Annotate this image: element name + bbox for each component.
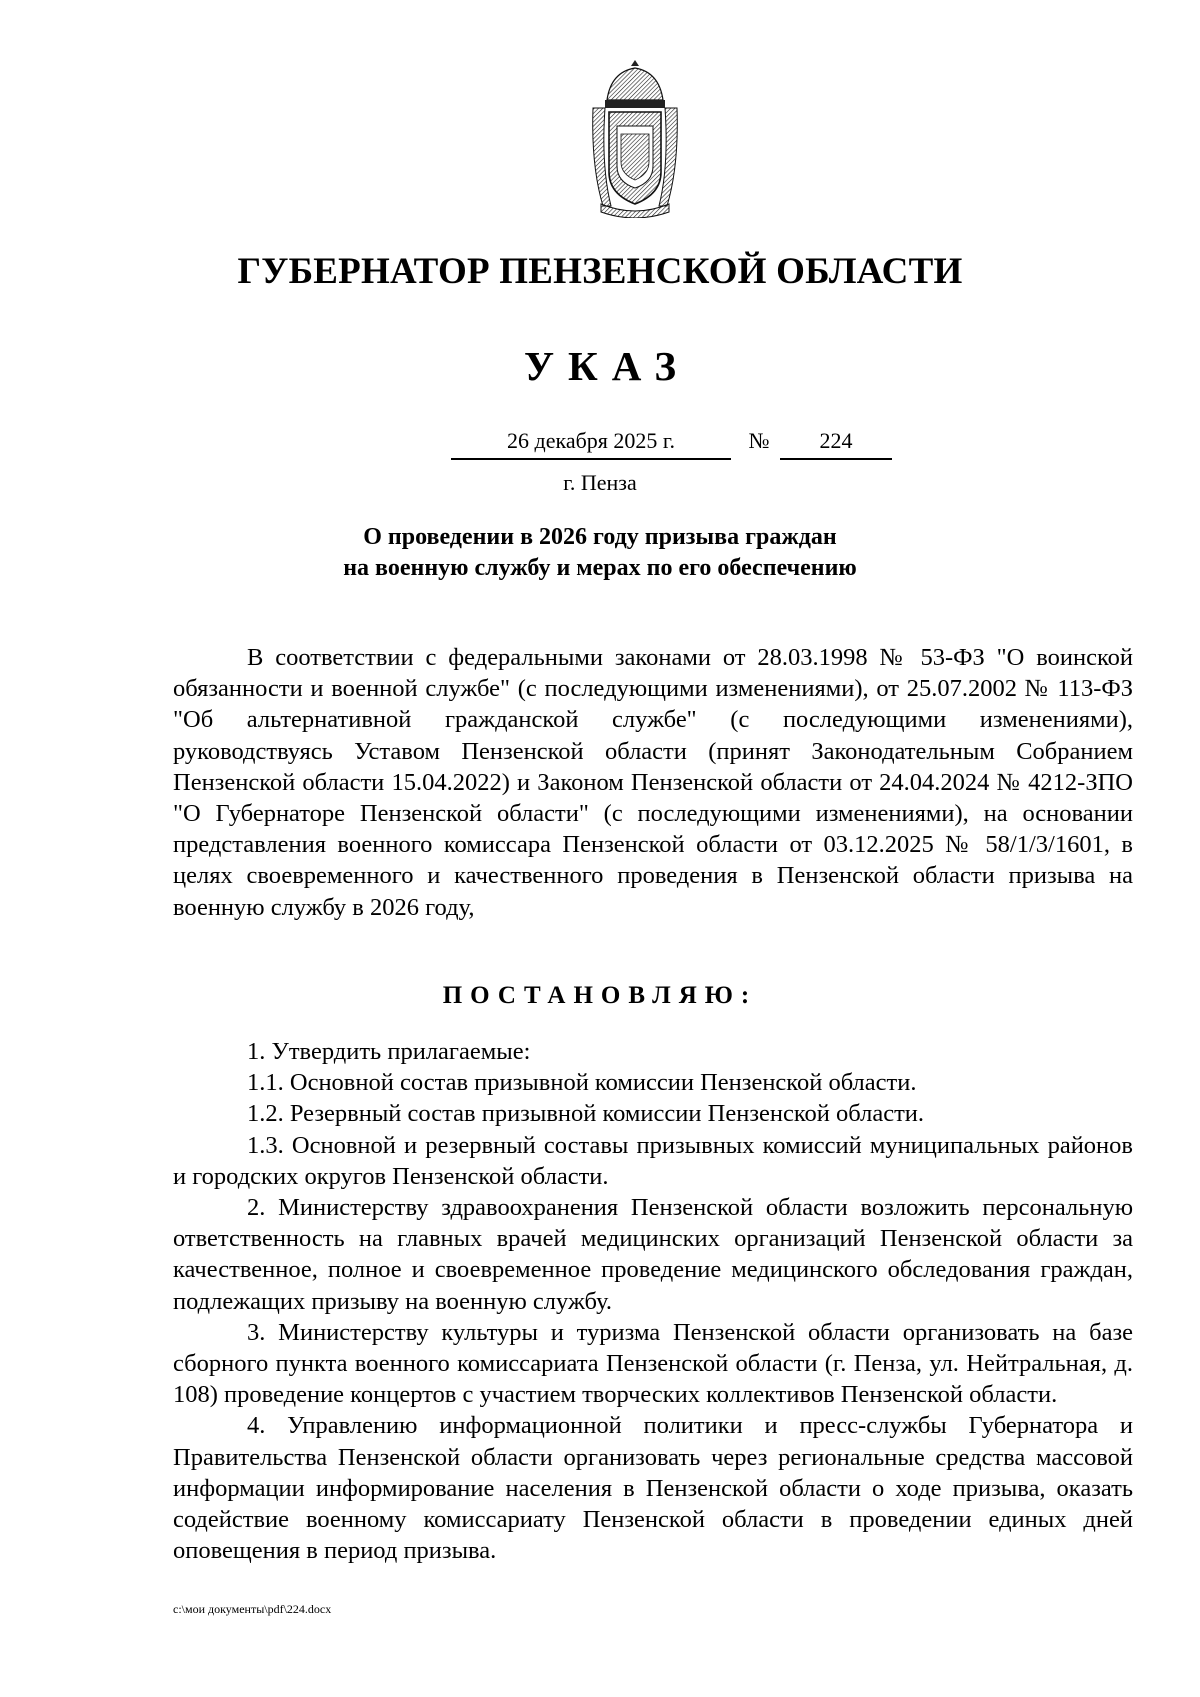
list-item: 1.1. Основной состав призывной комиссии Пензенской области. xyxy=(247,1069,917,1097)
document-number: 224 xyxy=(780,428,892,460)
list-item: 2. Министерству здравоохранения Пензенской области возложить персональную ответственность на главных врачей медицинских организаций Пензенской области за качественное, полное и своевременное проведение медицинского обследования граждан, подлежащих призыву на военную службу. xyxy=(173,1194,1133,1315)
decree-items xyxy=(173,1036,1133,1566)
issuing-authority: ГУБЕРНАТОР ПЕНЗЕНСКОЙ ОБЛАСТИ xyxy=(237,251,963,292)
document-city: г. Пенза xyxy=(563,470,637,495)
decree-heading: ПОСТАНОВЛЯЮ: xyxy=(442,982,758,1009)
coat-of-arms-icon xyxy=(591,56,679,218)
number-sign: № xyxy=(748,428,770,453)
file-path-footer: c:\мои документы\pdf\224.docx xyxy=(173,1602,332,1616)
list-item: 1.3. Основной и резервный составы призывных комиссий муниципальных районов и городских округов Пензенской области. xyxy=(173,1131,1133,1190)
document-title xyxy=(0,522,1200,584)
title-line-1: О проведении в 2026 году призыва граждан xyxy=(363,524,837,550)
preamble-paragraph: В соответствии с федеральными законами от 28.03.1998 № 53-ФЗ "О воинской обязанности и военной службе" (с последующими изменениями), от 25.07.2002 № 113-ФЗ "Об альтернативной гражданской службе" (с последующими изменениями), руководствуясь Уставом Пензенской области (принят Законодательным Собранием Пензенской области 15.04.2022) и Законом Пензенской области от 24.04.2024 № 4212-ЗПО "О Губернаторе Пензенской области" (с последующими изменениями), на основании представления военного комиссара Пензенской области от 03.12.2025 № 58/1/3/1601, в целях своевременного и качественного проведения в Пензенской области призыва на военную службу в 2026 году, xyxy=(173,644,1133,921)
list-item: 4. Управлению информационной политики и пресс-службы Губернатора и Правительства Пензенской области организовать через региональные средства массовой информации информирование населения в Пензенской области о ходе призыва, оказать содействие военному комиссариату Пензенской области в проведении единых дней оповещения в период призыва. xyxy=(173,1412,1133,1565)
list-item: 1. Утвердить прилагаемые: xyxy=(247,1038,531,1065)
list-item: 1.2. Резервный состав призывной комиссии Пензенской области. xyxy=(247,1100,925,1128)
list-item: 3. Министерству культуры и туризма Пензенской области организовать на базе сборного пункта военного комиссариата Пензенской области (г. Пенза, ул. Нейтральная, д. 108) проведение концертов с участием творческих коллективов Пензенской области. xyxy=(173,1318,1133,1409)
document-date: 26 декабря 2025 г. xyxy=(451,428,731,460)
document-type: УКАЗ xyxy=(523,343,691,389)
title-line-2: на военную службу и мерах по его обеспечению xyxy=(343,555,857,581)
